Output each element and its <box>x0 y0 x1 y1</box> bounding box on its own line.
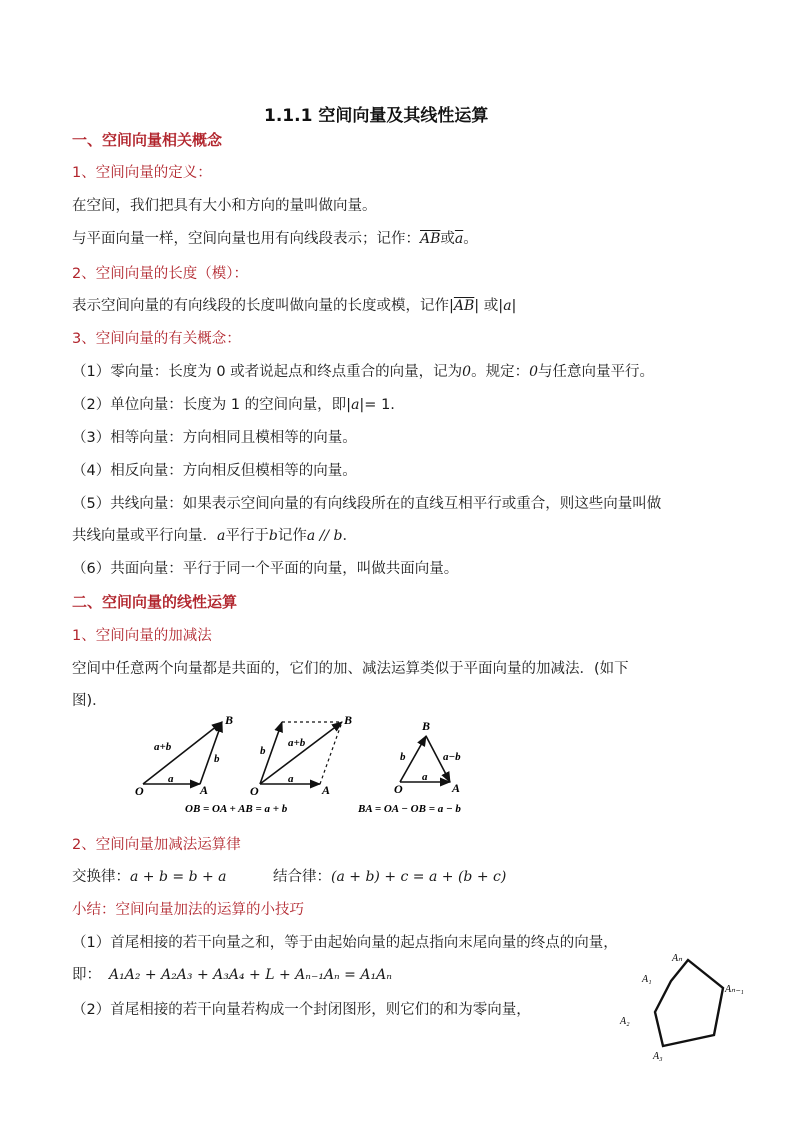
collinear-b: b <box>268 528 278 544</box>
vector-operations-figure <box>130 712 490 820</box>
subheading-length: 2、空间向量的长度（模）： <box>72 266 248 282</box>
unit-text-b: |= 1. <box>359 397 395 413</box>
label-apb-2: a+b <box>288 737 306 749</box>
concept-equal-vector: （3）相等向量：方向相同且模相等的向量。 <box>72 430 357 446</box>
formula-label: 即： <box>72 967 101 983</box>
record-as: 记作 <box>277 528 307 544</box>
subheading-laws: 2、空间向量加减法运算律 <box>72 837 241 853</box>
label-o-2: O <box>250 784 259 798</box>
commutative-formula: a + b = b + a <box>130 869 227 885</box>
collinear-end: ． <box>342 528 357 544</box>
label-a3: A₃ <box>653 1051 663 1062</box>
add-sub-text-1: 空间中任意两个向量都是共面的，它们的加、减法运算类似于平面向量的加减法．(如下 <box>72 661 629 677</box>
add-sub-text-2: 图)． <box>72 693 107 709</box>
label-b-2: B <box>344 713 353 727</box>
parallel-to: 平行于 <box>225 528 269 544</box>
polygon-shape <box>655 960 723 1046</box>
concept-coplanar: （6）共面向量：平行于同一个平面的向量，叫做共面向量。 <box>72 561 459 577</box>
label-b-1: B <box>225 713 234 727</box>
length-line <box>72 294 516 315</box>
associative-line <box>273 865 506 886</box>
label-apb-1: a+b <box>154 741 172 753</box>
label-an-1: Aₙ₋₁ <box>725 984 744 995</box>
unit-text-a: （2）单位向量：长度为 1 的空间向量，即| <box>72 397 352 413</box>
notation-text: 与平面向量一样，空间向量也用有向线段表示；记作： <box>72 231 420 247</box>
label-a-2: A <box>322 783 331 797</box>
concept-unit-vector <box>72 393 395 414</box>
subheading-concepts: 3、空间向量的有关概念： <box>72 331 241 347</box>
vector-a: $\overline{a}$ <box>454 231 464 247</box>
page-title: 1.1.1 空间向量及其线性运算 <box>264 106 489 126</box>
summary-formula-line <box>72 963 392 984</box>
definition-text: 在空间，我们把具有大小和方向的量叫做向量。 <box>72 198 377 214</box>
label-o-1: O <box>135 784 144 798</box>
notation-line <box>72 227 478 248</box>
concept-zero-vector <box>72 360 654 381</box>
zero-vector-symbol: 0 <box>462 364 472 380</box>
zero-vector-symbol-2: 0 <box>529 364 539 380</box>
length-end: | <box>511 298 517 314</box>
label-a-vec-3: a <box>422 771 428 783</box>
summary-point-2: （2）首尾相接的若干向量若构成一个封闭图形，则它们的和为零向量， <box>72 1002 531 1018</box>
associative-label: 结合律： <box>273 869 331 885</box>
collinear-expr: a // b <box>306 528 343 544</box>
commutative-line <box>72 865 227 886</box>
associative-formula: (a + b) + c = a + (b + c) <box>331 869 507 885</box>
summary-point-1: （1）首尾相接的若干向量之和，等于由起始向量的起点指向末尾向量的终点的向量， <box>72 935 618 951</box>
label-an: Aₙ <box>672 953 683 964</box>
label-b-3: B <box>422 719 431 733</box>
closed-polygon-figure <box>615 948 785 1063</box>
concept-collinear-b <box>72 524 357 545</box>
caption-addition: OB = OA + AB = a + b <box>185 803 288 815</box>
concept-opposite-vector: （4）相反向量：方向相反但模相等的向量。 <box>72 463 357 479</box>
vector-diagonal-2 <box>260 722 342 784</box>
label-b-vec-1: b <box>214 753 220 765</box>
unit-vector-symbol: a <box>351 397 360 413</box>
length-text: 表示空间向量的有向线段的长度叫做向量的长度或模，记作| <box>72 298 454 314</box>
commutative-label: 交换律： <box>72 869 130 885</box>
caption-subtraction: BA = OA − OB = a − b <box>358 803 461 815</box>
period: 。 <box>463 231 478 247</box>
label-amb-3: a−b <box>443 751 461 763</box>
zero-text-b: 。规定： <box>471 364 530 380</box>
label-a-3: A <box>452 781 461 795</box>
zero-text-a: （1）零向量：长度为 0 或者说起点和终点重合的向量，记为 <box>72 364 463 380</box>
collinear-a: a <box>217 528 226 544</box>
section-heading-linear-ops: 二、空间向量的线性运算 <box>72 593 238 611</box>
chain-sum-formula: A₁A₂ + A₂A₃ + A₃A₄ + L + Aₙ₋₁Aₙ = A₁Aₙ <box>109 967 392 983</box>
section-heading-concepts: 一、空间向量相关概念 <box>72 131 223 149</box>
label-o-3: O <box>394 782 403 796</box>
vector-ab: $\overline{AB}$ <box>420 231 441 247</box>
vector-a-mod: a <box>503 298 512 314</box>
collinear-text: 共线向量或平行向量． <box>72 528 217 544</box>
vector-ob-1 <box>143 722 222 784</box>
subheading-summary: 小结：空间向量加法的运算的小技巧 <box>72 902 304 918</box>
label-a1: A₁ <box>642 974 652 985</box>
label-a-1: A <box>200 783 209 797</box>
subheading-add-sub: 1、空间向量的加减法 <box>72 628 212 644</box>
or-text: 或 <box>440 231 455 247</box>
label-a-vec-1: a <box>168 773 174 785</box>
label-b-vec-3: b <box>400 751 406 763</box>
label-b-vec-2: b <box>260 745 266 757</box>
length-mid: | 或| <box>474 298 504 314</box>
label-a-vec-2: a <box>288 773 294 785</box>
zero-text-c: 与任意向量平行。 <box>538 364 655 380</box>
concept-collinear-a: （5）共线向量：如果表示空间向量的有向线段所在的直线互相平行或重合，则这些向量叫做 <box>72 496 662 512</box>
label-a2: A₂ <box>620 1016 630 1027</box>
subheading-definition: 1、空间向量的定义： <box>72 165 212 181</box>
vector-ab-mod: $\overline{AB}$ <box>453 298 475 314</box>
